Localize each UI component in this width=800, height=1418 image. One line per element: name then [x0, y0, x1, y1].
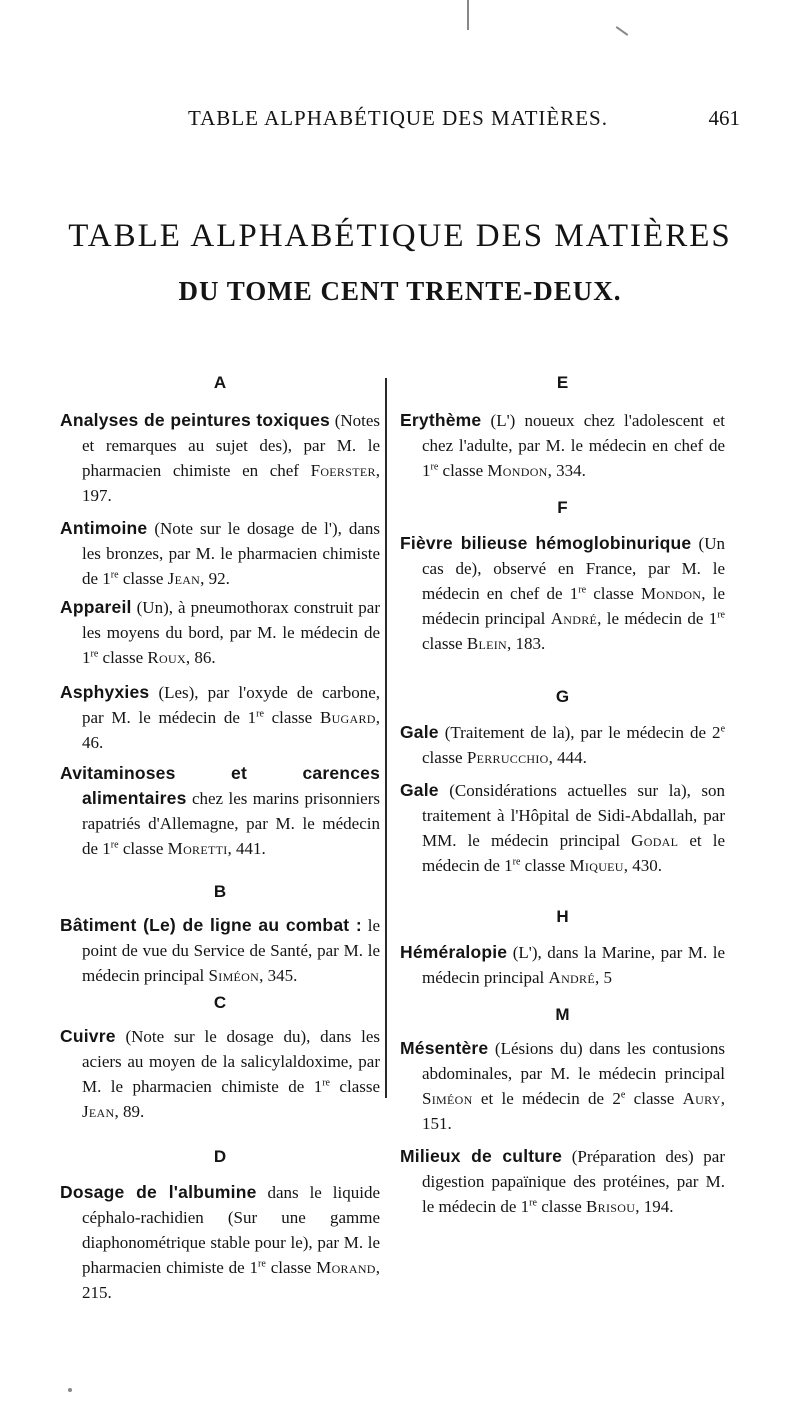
index-entry-asphyxies: Asphyxies (Les), par l'oxyde de carbone, par M. le médecin de 1re classe Bugard, 46. — [60, 682, 381, 752]
page-number: 461 — [708, 106, 740, 130]
scan-mark — [68, 1388, 72, 1392]
index-entry-batiment: Bâtiment (Le) de ligne au combat : le point de vue du Service de Santé, par M. le médecin principal Siméon, 345. — [60, 915, 380, 985]
section-letter-f: F — [557, 498, 568, 517]
running-head-title: TABLE ALPHABÉTIQUE DES MATIÈRES. — [188, 106, 608, 130]
index-entry-gale-considerations: Gale (Considérations actuelles sur la), son traitement à l'Hôpital de Sidi-Abdallah, par MM. le médecin principal Godal et le médecin de 1re classe Miqueu, 430. — [400, 780, 726, 875]
index-entry-hemeralopie: Héméralopie (L'), dans la Marine, par M. le médecin principal André, 5 — [400, 942, 725, 987]
index-entry-analyses: Analyses de peintures toxiques (Notes et remarques au sujet des), par M. le pharmacien chimiste en chef Foerster, 197. — [60, 410, 381, 505]
index-entry-milieux: Milieux de culture (Préparation des) par digestion papaïnique des protéines, par M. le médecin de 1re classe Brisou, 194. — [400, 1146, 725, 1216]
index-entry-appareil: Appareil (Un), à pneumothorax construit par les moyens du bord, par M. le médecin de 1re classe Roux, 86. — [60, 597, 380, 667]
section-letter-m: M — [555, 1005, 570, 1024]
column-divider — [385, 378, 387, 1098]
index-entry-cuivre: Cuivre (Note sur le dosage du), dans les aciers au moyen de la salicylaldoxime, par M. le pharmacien chimiste de 1re classe Jean, 89. — [60, 1026, 381, 1121]
section-letter-b: B — [213, 882, 227, 901]
section-letter-e: E — [556, 373, 569, 392]
page-title: TABLE ALPHABÉTIQUE DES MATIÈRES — [68, 218, 732, 254]
page-subtitle: DU TOME CENT TRENTE-DEUX. — [178, 276, 622, 306]
section-letter-d: D — [213, 1147, 227, 1166]
index-entry-gale-traitement: Gale (Traitement de la), par le médecin de 2e classe Perrucchio, 444. — [400, 722, 726, 767]
running-head — [60, 100, 740, 140]
index-entry-antimoine: Antimoine (Note sur le dosage de l'), dans les bronzes, par M. le pharmacien chimiste de 1re classe Jean, 92. — [60, 518, 380, 588]
scan-mark — [616, 26, 629, 36]
left-column — [60, 372, 380, 1305]
index-entry-erytheme: Erythème (L') noueux chez l'adolescent et chez l'adulte, par M. le médecin en chef de 1re classe Mondon, 334. — [400, 410, 726, 480]
index-entry-dosage: Dosage de l'albumine dans le liquide céphalo-rachidien (Sur une gamme diaphonométrique stable pour le), par M. le pharmacien chimiste de 1re classe Morand, 215. — [60, 1182, 381, 1302]
index-entry-avitaminoses: Avitaminoses et carences alimentaires chez les marins prisonniers rapatriés d'Allemagne, par M. le médecin de 1re classe Moretti, 441. — [60, 763, 380, 858]
section-letter-g: G — [555, 687, 570, 706]
section-letter-h: H — [556, 907, 569, 926]
right-column — [400, 372, 725, 1219]
section-letter-c: C — [213, 993, 227, 1012]
section-letter-a: A — [213, 373, 227, 392]
index-entry-mesentere: Mésentère (Lésions du) dans les contusions abdominales, par M. le médecin principal Siméon et le médecin de 2e classe Aury, 151. — [400, 1038, 725, 1133]
scan-mark — [467, 0, 469, 30]
index-entry-fievre: Fièvre bilieuse hémoglobinurique (Un cas de), observé en France, par M. le médecin en chef de 1re classe Mondon, le médecin principal André, le médecin de 1re classe Blein, 183. — [400, 533, 725, 653]
